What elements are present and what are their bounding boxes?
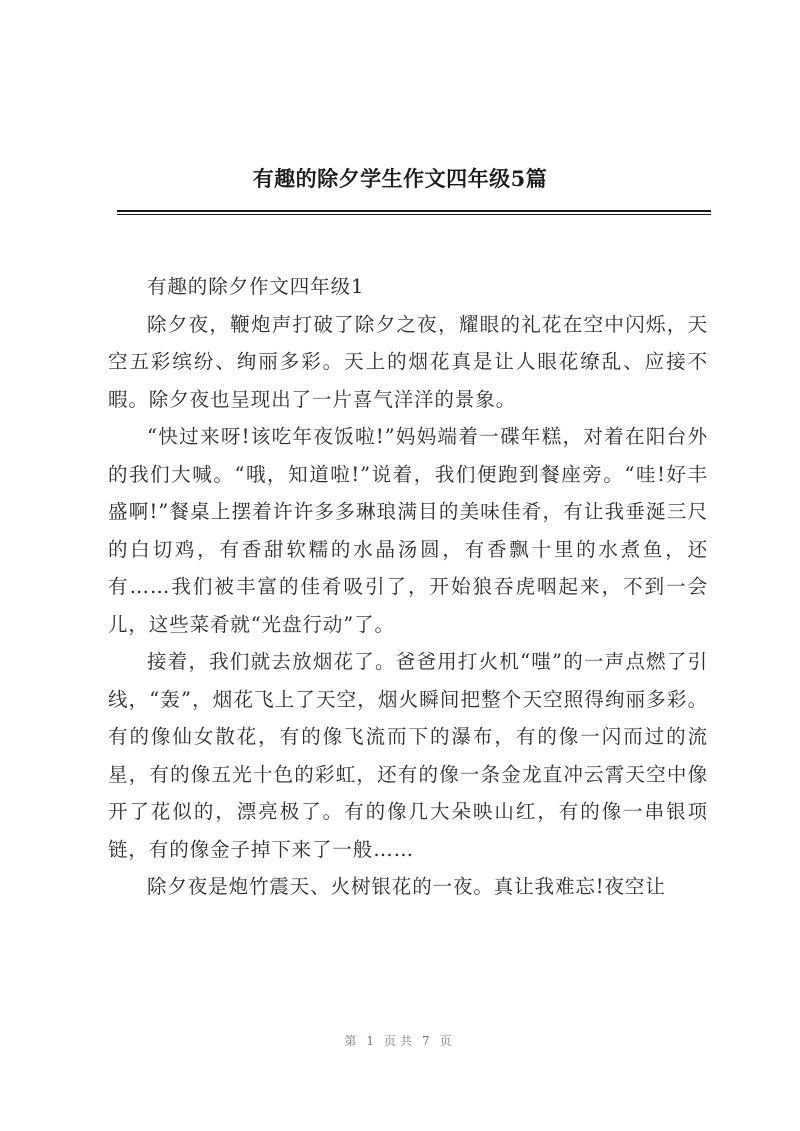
paragraph: “快过来呀!该吃年夜饭啦!”妈妈端着一碟年糕，对着在阳台外的我们大喊。“哦，知道啦!”说着，我们便跑到餐座旁。“哇!好丰盛啊!”餐桌上摆着许许多多琳琅满目的美味佳肴，有让我垂涎三尺的白切鸡，有香甜软糯的水晶汤圆，有香飘十里的水煮鱼，还有……我们被丰富的佳肴吸引了，开始狼吞虎咽起来，不到一会儿，这些菜肴就“光盘行动”了。 [108,425,708,636]
page-label-prefix: 第 [344,1034,361,1048]
title-underline-thick [117,210,711,212]
title-underline-thin [117,214,711,215]
page-label-mid: 页共 [383,1034,416,1048]
page-label-suffix: 页 [439,1034,456,1048]
document-body [108,268,708,906]
section-heading: 有趣的除夕作文四年级1 [147,275,365,298]
paragraph: 接着，我们就去放烟花了。爸爸用打火机“嗤”的一声点燃了引线，“轰”，烟花飞上了天空，烟火瞬间把整个天空照得绚丽多彩。有的像仙女散花，有的像飞流而下的瀑布，有的像一闪而过的流星，有的像五光十色的彩虹，还有的像一条金龙直冲云霄天空中像开了花似的，漂亮极了。有的像几大朵映山红，有的像一串银项链，有的像金子掉下来了一般…… [108,650,708,861]
current-page-number: 1 [366,1034,378,1048]
total-pages-number: 7 [422,1034,434,1048]
paragraph: 除夕夜是炮竹震天、火树银花的一夜。真让我难忘!夜空让 [147,875,666,898]
paragraph: 除夕夜，鞭炮声打破了除夕之夜，耀眼的礼花在空中闪烁，天空五彩缤纷、绚丽多彩。天上的烟花真是让人眼花缭乱、应接不暇。除夕夜也呈现出了一片喜气洋洋的景象。 [108,312,708,411]
page-footer [0,1032,800,1049]
document-title: 有趣的除夕学生作文四年级5篇 [252,166,548,191]
